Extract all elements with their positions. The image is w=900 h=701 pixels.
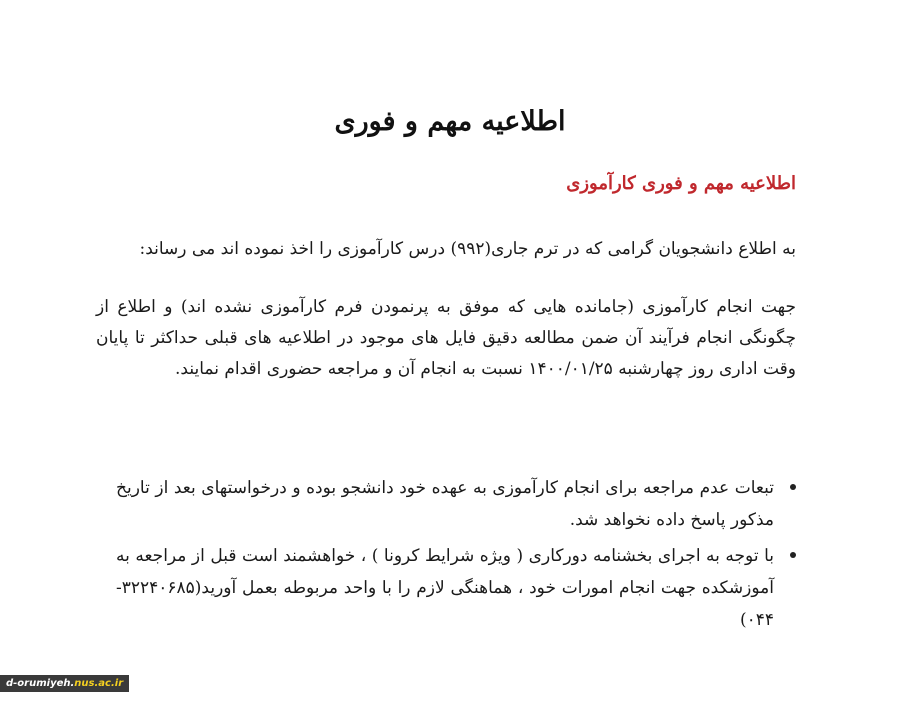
bullet-icon: [790, 552, 796, 558]
page-title: اطلاعیه مهم و فوری: [334, 106, 566, 137]
list-item: [116, 472, 796, 536]
intro-text: به اطلاع دانشجویان گرامی که در ترم جاری(۹۹۲) درس کارآموزی را اخذ نموده اند می رساند:: [139, 239, 796, 259]
announcement-subtitle: اطلاعیه مهم و فوری کارآموزی: [566, 173, 796, 194]
note-text: تبعات عدم مراجعه برای انجام کارآموزی به عهده خود دانشجو بوده و درخواستهای بعد از تاریخ مذکور پاسخ داده نخواهد شد.: [116, 478, 774, 530]
watermark-suffix: nus.ac.ir: [74, 678, 124, 689]
instructions-paragraph: جهت انجام کارآموزی (جامانده هایی که موفق به پرنمودن فرم کارآموزی نشده اند) و اطلاع از چگونگی انجام فرآیند آن ضمن مطالعه دقیق فایل های موجود در اطلاعیه های قبلی حداکثر تا پایان وقت اداری روز چهارشنبه ۱۴۰۰/۰۱/۲۵ نسبت به انجام آن و مراجعه حضوری اقدام نمایند.: [96, 297, 796, 379]
site-watermark: [0, 675, 129, 692]
watermark-prefix: d-orumiyeh.: [6, 678, 75, 689]
note-text: با توجه به اجرای بخشنامه دورکاری ( ویژه شرایط کرونا ) ، خواهشمند است قبل از مراجعه به آموزشکده جهت انجام امورات خود ، هماهنگی لازم را با واحد مربوطه بعمل آورید(۳۲۲۴۰۶۸۵- ۰۴۴): [116, 546, 774, 630]
list-item: [116, 540, 796, 636]
bullet-icon: [790, 484, 796, 490]
notes-list: [116, 472, 796, 640]
